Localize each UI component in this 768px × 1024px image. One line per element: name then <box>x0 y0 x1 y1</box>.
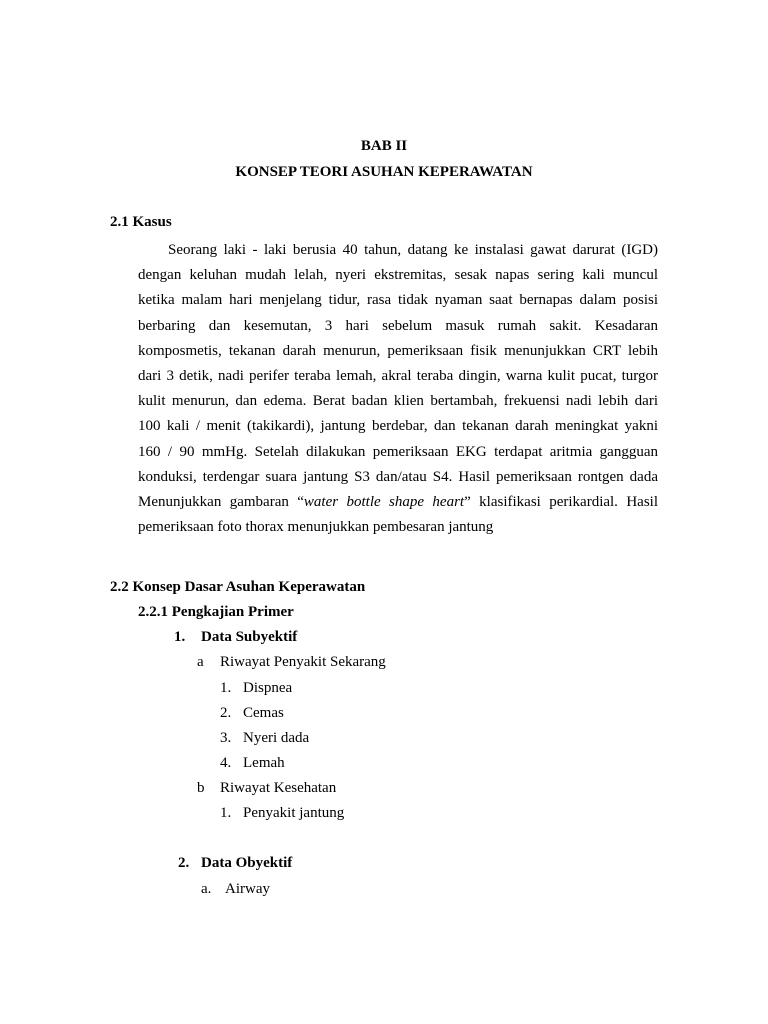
list-item-number: 3. <box>220 730 232 746</box>
item1-b-marker: b <box>197 780 205 796</box>
item2-a-label: Airway <box>225 881 270 897</box>
list-item-number: 2. <box>220 705 232 721</box>
item2-a-marker: a. <box>201 881 212 897</box>
paragraph-line: dengan keluhan mudah lelah, nyeri ekstremitas, sesak napas sering kali muncul <box>138 267 658 284</box>
list-item-text: Dispnea <box>243 680 293 696</box>
list-item-text: Nyeri dada <box>243 730 310 746</box>
chapter-label: BAB II <box>360 138 408 154</box>
paragraph-line: konduksi, terdengar suara jantung S3 dan/atau S4. Hasil pemeriksaan rontgen dada <box>138 468 658 485</box>
subsection-heading-pengkajian: 2.2.1 Pengkajian Primer <box>138 604 294 620</box>
paragraph-line: komposmetis, tekanan darah menurun, pemeriksaan fisik menunjukkan CRT lebih <box>138 342 658 359</box>
italic-phrase: water bottle shape heart <box>303 493 465 510</box>
item2-label: Data Obyektif <box>201 855 293 871</box>
list-item-number: 1. <box>220 680 232 696</box>
list-item-text: Penyakit jantung <box>243 805 345 821</box>
paragraph-line: Seorang laki - laki berusia 40 tahun, datang ke instalasi gawat darurat (IGD) <box>168 242 658 258</box>
paragraph-line: ketika malam hari menjelang tidur, rasa tidak nyaman saat bernapas dalam posisi <box>138 292 658 309</box>
paragraph-line: dari 3 detik, nadi perifer teraba lemah, akral teraba dingin, warna kulit pucat, turgor <box>138 367 658 384</box>
paragraph-line-italic <box>138 490 658 515</box>
list-item-number: 4. <box>220 755 232 771</box>
line-text-after: ” klasifikasi perikardial. Hasil <box>464 493 658 510</box>
chapter-title: KONSEP TEORI ASUHAN KEPERAWATAN <box>235 164 533 180</box>
list-item-text: Lemah <box>243 755 285 771</box>
item1-number: 1. <box>174 629 186 645</box>
list-item-number: 1. <box>220 805 232 821</box>
section-heading-kasus: 2.1 Kasus <box>110 214 172 230</box>
paragraph-line: kulit menurun, dan edema. Berat badan klien bertambah, frekuensi nadi lebih dari <box>138 393 658 410</box>
paragraph-line: 100 kali / menit (takikardi), jantung berdebar, dan tekanan darah meningkat yakni <box>138 418 658 435</box>
section-heading-konsep: 2.2 Konsep Dasar Asuhan Keperawatan <box>110 579 366 595</box>
line-text-before: Menunjukkan gambaran “ <box>138 493 304 510</box>
item1-a-marker: a <box>197 654 204 670</box>
item2-number: 2. <box>178 855 190 871</box>
paragraph-line: 160 / 90 mmHg. Setelah dilakukan pemeriksaan EKG terdapat aritmia gangguan <box>138 443 658 460</box>
item1-label: Data Subyektif <box>201 629 298 645</box>
paragraph-line: pemeriksaan foto thorax menunjukkan pembesaran jantung <box>138 519 494 536</box>
item1-a-label: Riwayat Penyakit Sekarang <box>220 654 386 670</box>
list-item-text: Cemas <box>243 705 284 721</box>
kasus-paragraph <box>138 238 658 540</box>
item1-b-label: Riwayat Kesehatan <box>220 780 337 796</box>
paragraph-line: berbaring dan kesemutan, 3 hari sebelum masuk rumah sakit. Kesadaran <box>138 317 658 334</box>
